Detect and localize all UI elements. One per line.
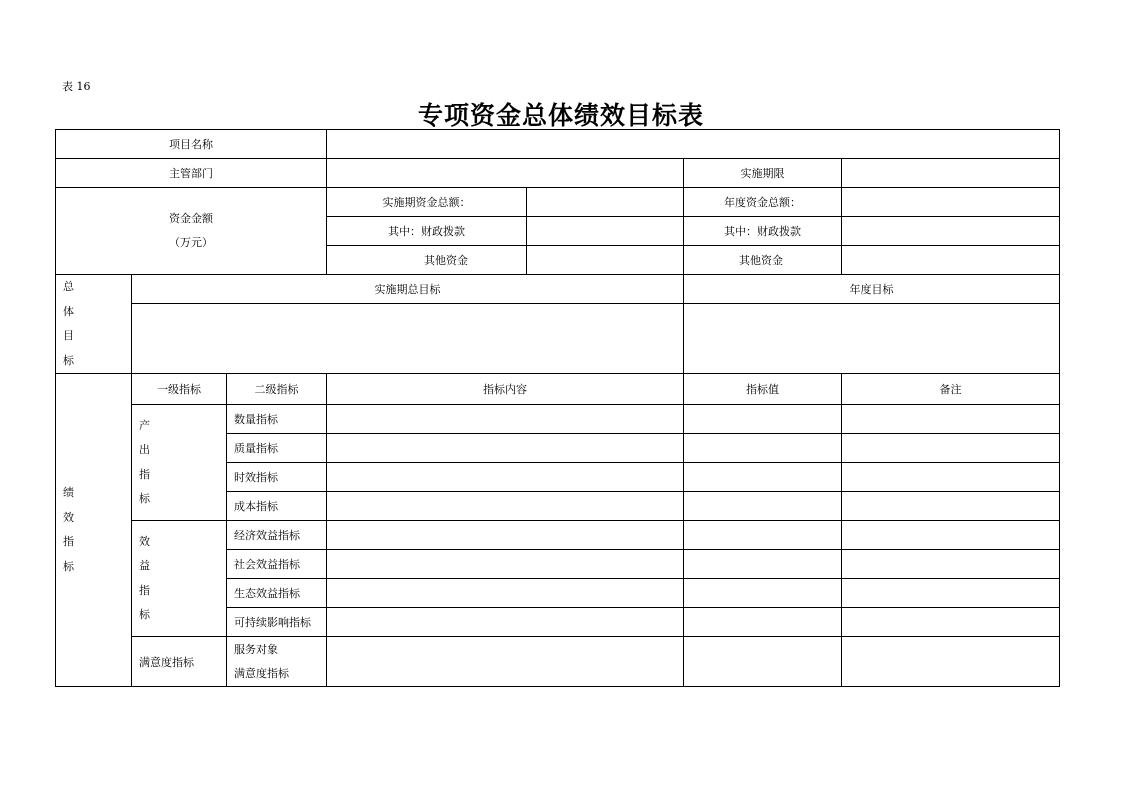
impl-other-field[interactable] [527, 246, 684, 275]
economic-benefit-label: 经济效益指标 [227, 521, 327, 550]
output-indicator-char: 出 [139, 443, 150, 456]
indicator-remark-field[interactable] [842, 637, 1060, 687]
overall-goal-char: 体 [63, 304, 74, 318]
service-target-line1: 服务对象 [234, 642, 278, 656]
indicator-value-field[interactable] [684, 463, 842, 492]
indicator-content-field[interactable] [327, 579, 684, 608]
output-indicator-label [132, 405, 227, 521]
funds-label [56, 188, 327, 275]
benefit-indicator-char: 标 [139, 608, 150, 621]
overall-goal-char: 总 [63, 280, 74, 293]
table-number: 表 16 [62, 80, 91, 93]
value-header: 指标值 [684, 374, 842, 405]
service-target-line2: 满意度指标 [234, 666, 289, 680]
perf-indicator-char: 指 [63, 535, 74, 548]
indicator-content-field[interactable] [327, 608, 684, 637]
indicator-content-field[interactable] [327, 521, 684, 550]
annual-fiscal-field[interactable] [842, 217, 1060, 246]
impl-fiscal-label: 其中：财政拨款 [327, 217, 527, 246]
annual-goal-header: 年度目标 [684, 275, 1060, 304]
page-title: 专项资金总体绩效目标表 [417, 101, 704, 130]
output-indicator-char: 产 [139, 418, 150, 432]
annual-total-label: 年度资金总额： [684, 188, 842, 217]
indicator-value-field[interactable] [684, 579, 842, 608]
indicator-content-field[interactable] [327, 637, 684, 687]
dept-label: 主管部门 [56, 159, 327, 188]
impl-fiscal-field[interactable] [527, 217, 684, 246]
indicator-value-field[interactable] [684, 550, 842, 579]
benefit-indicator-char: 效 [139, 534, 150, 548]
period-field[interactable] [842, 159, 1060, 188]
dept-field[interactable] [327, 159, 684, 188]
content-header: 指标内容 [327, 374, 684, 405]
remark-header: 备注 [842, 374, 1060, 405]
sustainable-impact-label: 可持续影响指标 [227, 608, 327, 637]
benefit-indicator-char: 益 [139, 559, 150, 572]
benefit-indicator-char: 指 [139, 583, 150, 597]
satisfaction-indicator-label: 满意度指标 [132, 637, 227, 687]
output-indicator-char: 标 [139, 492, 150, 505]
period-label: 实施期限 [684, 159, 842, 188]
indicator-remark-field[interactable] [842, 405, 1060, 434]
impl-total-field[interactable] [527, 188, 684, 217]
indicator-remark-field[interactable] [842, 492, 1060, 521]
indicator-value-field[interactable] [684, 492, 842, 521]
indicator-value-field[interactable] [684, 521, 842, 550]
quality-indicator-label: 质量指标 [227, 434, 327, 463]
project-name-field[interactable] [327, 130, 1060, 159]
indicator-remark-field[interactable] [842, 434, 1060, 463]
perf-indicator-char: 绩 [63, 486, 74, 499]
project-name-label: 项目名称 [56, 130, 327, 159]
perf-indicator-char: 效 [63, 510, 74, 524]
impl-goal-field[interactable] [132, 304, 684, 374]
perf-indicator-label [56, 374, 132, 687]
overall-goal-char: 标 [63, 353, 74, 367]
indicator-remark-field[interactable] [842, 608, 1060, 637]
performance-goal-table [55, 129, 1060, 687]
quantity-indicator-label: 数量指标 [227, 405, 327, 434]
impl-total-label: 实施期资金总额： [327, 188, 527, 217]
indicator-content-field[interactable] [327, 550, 684, 579]
annual-fiscal-label: 其中：财政拨款 [684, 217, 842, 246]
annual-other-label: 其他资金 [684, 246, 842, 275]
indicator-value-field[interactable] [684, 434, 842, 463]
annual-total-field[interactable] [842, 188, 1060, 217]
level2-header: 二级指标 [227, 374, 327, 405]
indicator-value-field[interactable] [684, 405, 842, 434]
indicator-remark-field[interactable] [842, 579, 1060, 608]
overall-goal-char: 目 [63, 329, 74, 342]
cost-indicator-label: 成本指标 [227, 492, 327, 521]
service-target-satisfaction-label [227, 637, 327, 687]
indicator-value-field[interactable] [684, 608, 842, 637]
level1-header: 一级指标 [132, 374, 227, 405]
impl-other-label: 其他资金 [327, 246, 527, 275]
indicator-remark-field[interactable] [842, 521, 1060, 550]
impl-goal-header: 实施期总目标 [132, 275, 684, 304]
funds-label-line1: 资金金额 [169, 212, 213, 225]
ecological-benefit-label: 生态效益指标 [227, 579, 327, 608]
indicator-content-field[interactable] [327, 492, 684, 521]
indicator-remark-field[interactable] [842, 550, 1060, 579]
overall-goal-label [56, 275, 132, 374]
output-indicator-char: 指 [139, 467, 150, 481]
indicator-content-field[interactable] [327, 434, 684, 463]
social-benefit-label: 社会效益指标 [227, 550, 327, 579]
timeliness-indicator-label: 时效指标 [227, 463, 327, 492]
indicator-remark-field[interactable] [842, 463, 1060, 492]
indicator-content-field[interactable] [327, 405, 684, 434]
perf-indicator-char: 标 [63, 559, 74, 573]
funds-label-line2: （万元） [169, 236, 213, 249]
indicator-value-field[interactable] [684, 637, 842, 687]
annual-goal-field[interactable] [684, 304, 1060, 374]
indicator-content-field[interactable] [327, 463, 684, 492]
annual-other-field[interactable] [842, 246, 1060, 275]
benefit-indicator-label [132, 521, 227, 637]
